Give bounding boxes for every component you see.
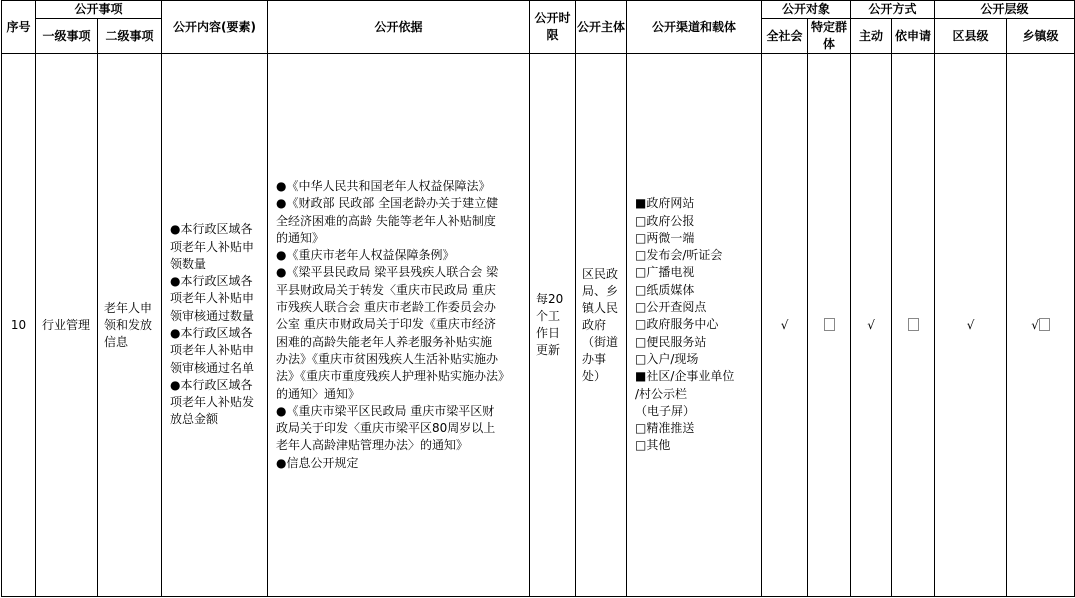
header-time-limit: 公开时限 (530, 1, 576, 54)
cell-content (162, 54, 268, 597)
cell-subject: 区民政局、乡镇人民政府（街道办事处） (576, 54, 627, 597)
header-method: 公开方式 (851, 1, 935, 19)
basis-line: ●信息公开规定 (276, 455, 359, 470)
content-item: ●本行政区域各项老年人补贴申领审核通过数量 (170, 274, 255, 323)
channel-line: □广播电视 (635, 265, 695, 280)
basis-line: ●《财政部 民政部 全国老龄办关于建立健 (276, 196, 499, 211)
channel-line: （电子屏） (635, 403, 696, 418)
check-mark-icon: √ (1031, 317, 1039, 332)
content-item: ●本行政区域各项老年人补贴发放总金额 (170, 377, 255, 427)
basis-line: 老年人高龄津贴管理办法〉的通知》 (276, 438, 469, 453)
basis-line: 平县财政局关于转发〈重庆市民政局 重庆 (276, 282, 496, 297)
basis-line: 的通知》 (276, 230, 325, 245)
basis-line: ●《重庆市老年人权益保障条例》 (276, 248, 455, 263)
channel-line: /村公示栏 (635, 386, 688, 401)
cell-channel (627, 54, 762, 597)
header-audience-all: 全社会 (762, 19, 808, 54)
header-level-town: 乡镇级 (1007, 19, 1075, 54)
cell-method-apply (892, 54, 935, 597)
basis-line: ●《重庆市梁平区民政局 重庆市梁平区财 (276, 403, 495, 418)
channel-line: □精准推送 (635, 421, 695, 436)
basis-line: 困难的高龄失能老年人养老服务补贴实施 (276, 334, 493, 349)
cell-matter-l2: 老年人申领和发放信息 (98, 54, 162, 597)
check-mark-icon: √ (966, 317, 975, 332)
basis-line: 办法》《重庆市贫困残疾人生活补贴实施办 (276, 351, 499, 366)
disclosure-table (1, 0, 1075, 597)
basis-line: ●《梁平县民政局 梁平县残疾人联合会 梁 (276, 265, 499, 280)
basis-line: 市残疾人联合会 重庆市老龄工作委员会办 (276, 300, 496, 315)
cell-basis (268, 54, 530, 597)
cell-audience-specific (808, 54, 851, 597)
header-level-county: 区县级 (935, 19, 1007, 54)
basis-line: 政局关于印发〈重庆市梁平区80周岁以上 (276, 421, 496, 436)
cell-time-limit: 每20个工作日更新 (530, 54, 576, 597)
header-content: 公开内容(要素) (162, 1, 268, 54)
cell-audience-all (762, 54, 808, 597)
table-row (2, 54, 1075, 597)
header-matter: 公开事项 (36, 1, 162, 19)
channel-line: □公开查阅点 (635, 300, 707, 315)
channel-line: □纸质媒体 (635, 282, 695, 297)
channel-line: □两微一端 (635, 230, 695, 245)
header-level: 公开层级 (935, 1, 1075, 19)
channel-line: □入户/现场 (635, 351, 699, 366)
header-basis: 公开依据 (268, 1, 530, 54)
content-item: ●本行政区域各项老年人补贴申领数量 (170, 222, 255, 271)
basis-line: 法》《重庆市重度残疾人护理补贴实施办法》 (276, 369, 511, 384)
basis-line: 公室 重庆市财政局关于印发《重庆市经济 (276, 317, 496, 332)
basis-line: 的通知〉通知》 (276, 386, 361, 401)
channel-line: □政府公报 (635, 213, 695, 228)
header-audience-specific: 特定群体 (808, 19, 851, 54)
channel-line: ■社区/企事业单位 (635, 369, 735, 384)
header-audience: 公开对象 (762, 1, 851, 19)
cell-level-county (935, 54, 1007, 597)
empty-box-icon (824, 318, 835, 331)
cell-level-town (1007, 54, 1075, 597)
channel-line: □其他 (635, 438, 671, 453)
basis-line: ●《中华人民共和国老年人权益保障法》 (276, 178, 491, 193)
channel-line: □发布会/听证会 (635, 248, 723, 263)
header-seq: 序号 (2, 1, 36, 54)
header-subject: 公开主体 (576, 1, 627, 54)
cell-matter-l1: 行业管理 (36, 54, 98, 597)
cell-seq: 10 (2, 54, 36, 597)
header-channel: 公开渠道和载体 (627, 1, 762, 54)
empty-box-icon (1039, 318, 1050, 331)
channel-line: □政府服务中心 (635, 317, 719, 332)
basis-line: 全经济困难的高龄 失能等老年人补贴制度 (276, 213, 496, 228)
content-item: ●本行政区域各项老年人补贴申领审核通过名单 (170, 326, 255, 375)
channel-line: ■政府网站 (635, 196, 695, 211)
header-matter-l2: 二级事项 (98, 19, 162, 54)
header-method-apply: 依申请 (892, 19, 935, 54)
channel-line: □便民服务站 (635, 334, 707, 349)
check-mark-icon: √ (780, 317, 789, 332)
cell-method-active (851, 54, 892, 597)
header-matter-l1: 一级事项 (36, 19, 98, 54)
empty-box-icon (908, 318, 919, 331)
check-mark-icon: √ (867, 317, 875, 332)
header-method-active: 主动 (851, 19, 892, 54)
